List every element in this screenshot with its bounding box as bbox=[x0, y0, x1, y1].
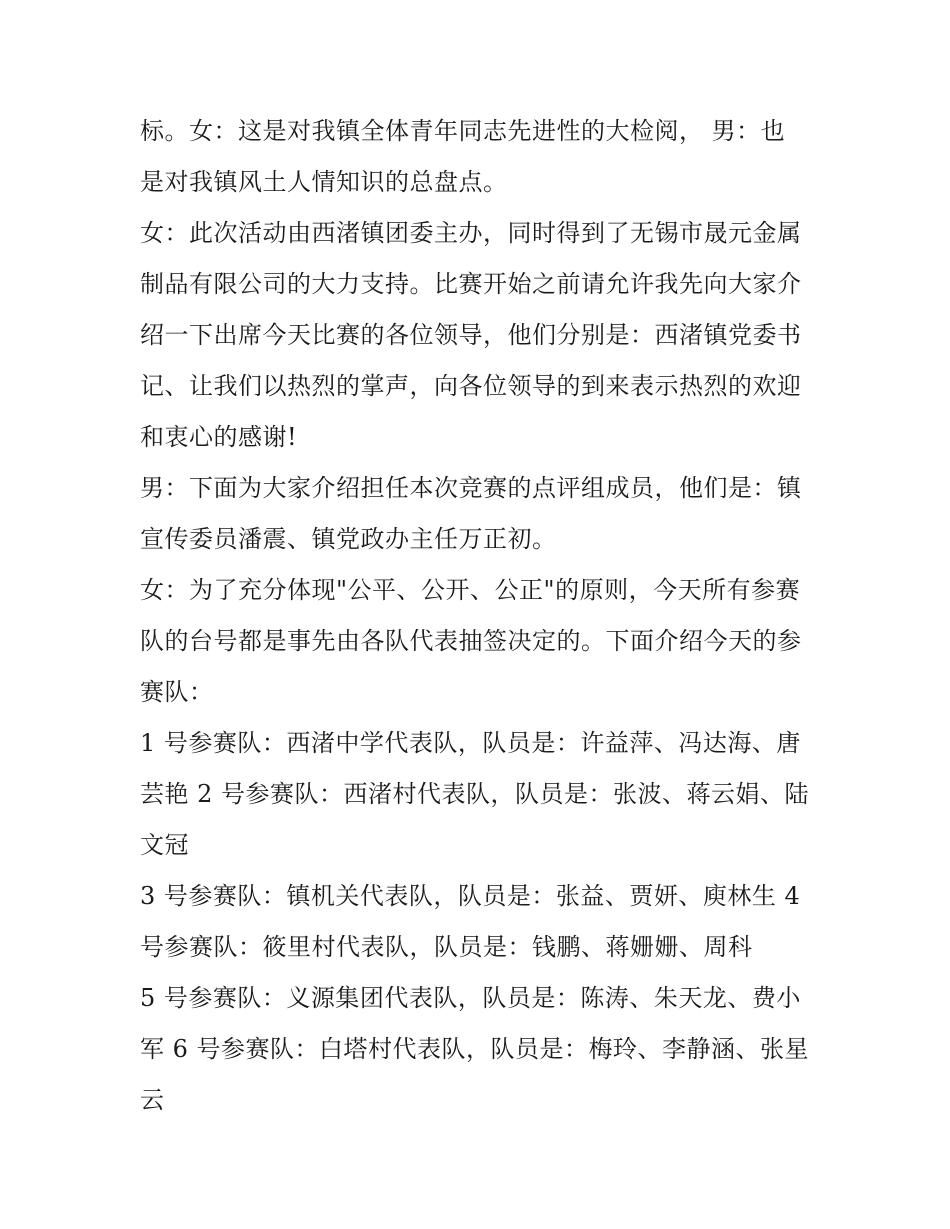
text-line: 3 号参赛队：镇机关代表队，队员是：张益、贾妍、庾林生 4 bbox=[140, 882, 801, 910]
text-line: 女：此次活动由西渚镇团委主办，同时得到了无锡市晟元金属 bbox=[140, 219, 802, 247]
text-line: 记、让我们以热烈的掌声，向各位领导的到来表示热烈的欢迎 bbox=[140, 372, 802, 400]
paragraph-6 bbox=[140, 871, 820, 973]
document-body bbox=[140, 106, 820, 1126]
paragraph-2 bbox=[140, 208, 820, 463]
paragraph-4 bbox=[140, 565, 820, 718]
text-line: 女：为了充分体现"公平、公开、公正"的原则，今天所有参赛 bbox=[140, 576, 801, 604]
text-line: 宣传委员潘震、镇党政办主任万正初。 bbox=[140, 525, 557, 553]
text-line: 制品有限公司的大力支持。比赛开始之前请允许我先向大家介 bbox=[140, 270, 802, 298]
text-line: 云 bbox=[140, 1086, 165, 1114]
paragraph-3 bbox=[140, 463, 820, 565]
paragraph-1 bbox=[140, 106, 820, 208]
text-line: 5 号参赛队：义源集团代表队，队员是：陈涛、朱天龙、费小 bbox=[140, 984, 801, 1012]
text-line: 是对我镇风土人情知识的总盘点。 bbox=[140, 168, 508, 196]
text-line: 军 6 号参赛队：白塔村代表队，队员是：梅玲、李静涵、张星 bbox=[140, 1035, 810, 1063]
text-line: 赛队： bbox=[140, 678, 214, 706]
text-line: 队的台号都是事先由各队代表抽签决定的。下面介绍今天的参 bbox=[140, 627, 802, 655]
paragraph-5 bbox=[140, 718, 820, 871]
text-line: 1 号参赛队：西渚中学代表队，队员是：许益萍、冯达海、唐 bbox=[140, 729, 801, 757]
text-line: 芸艳 2 号参赛队：西渚村代表队，队员是：张波、蒋云娟、陆 bbox=[140, 780, 810, 808]
text-line: 绍一下出席今天比赛的各位领导，他们分别是：西渚镇党委书 bbox=[140, 321, 802, 349]
text-line: 标。女：这是对我镇全体青年同志先进性的大检阅， 男：也 bbox=[140, 117, 786, 145]
text-line: 文冠 bbox=[140, 831, 189, 859]
paragraph-7 bbox=[140, 973, 820, 1126]
text-line: 男：下面为大家介绍担任本次竞赛的点评组成员，他们是：镇 bbox=[140, 474, 802, 502]
text-line: 和衷心的感谢! bbox=[140, 423, 298, 451]
text-line: 号参赛队：筱里村代表队，队员是：钱鹏、蒋姗姗、周科 bbox=[140, 933, 753, 961]
